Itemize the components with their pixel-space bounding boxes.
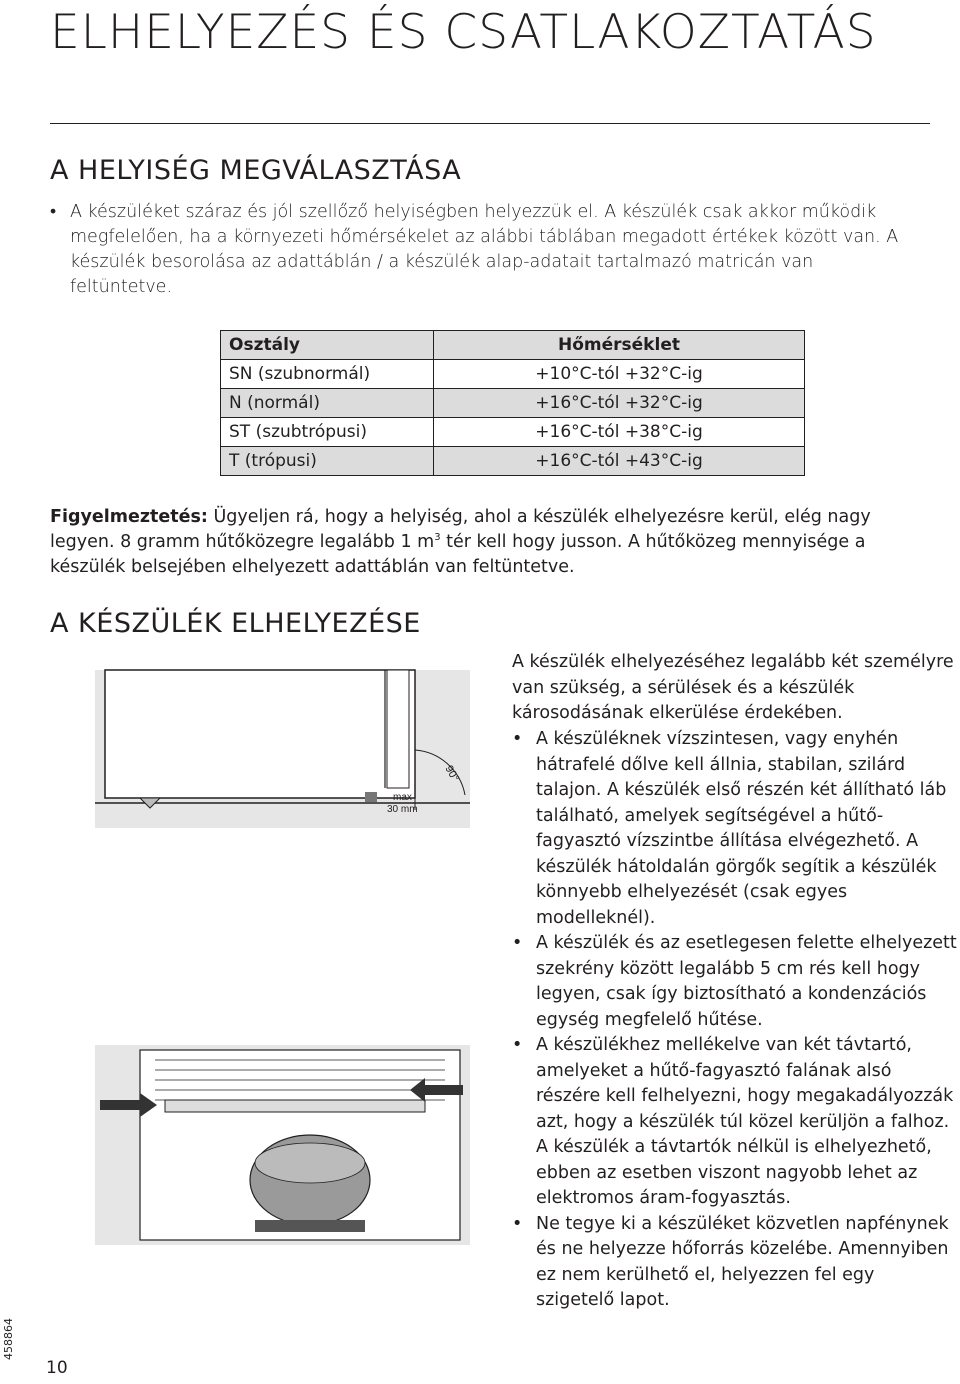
appliance-body bbox=[105, 670, 415, 798]
page-number: 10 bbox=[46, 1358, 68, 1378]
placement-bullet: • A készüléknek vízszintesen, vagy enyhén hátrafelé dőlve kell állnia, stabilan, szilárd talajon. A készülék első részén két állítható láb található, amelyek segítségével a hűtő-fagyasztó vízszintbe állítása elvégezhető. A készülék hátoldalán görgők segítik a készülék könnyebb elhelyezését (csak egyes modelleknél). bbox=[512, 727, 958, 931]
spacer-bar bbox=[165, 1100, 425, 1112]
table-cell-temperature: +10°C-tól +32°C-ig bbox=[434, 360, 805, 389]
warning-text-before: Ügyeljen rá, hogy a helyiség, ahol a készülék elhelyezésre kerül, elég nagy legyen. 8 gramm hűtőközegre legalább 1 m bbox=[50, 507, 871, 552]
warning-label: Figyelmeztetés: bbox=[50, 507, 208, 527]
placement-bullet: • Ne tegye ki a készüléket közvetlen napfénynek és ne helyezze hőforrás közelébe. Amennyiben ez nem kerülhető el, helyezzen fel egy szigetelő lapot. bbox=[512, 1212, 958, 1314]
table-row bbox=[221, 389, 805, 418]
room-bullet: • A készüléket száraz és jól szellőző helyiségben helyezzük el. A készülék csak akkor működik megfelelően, ha a környezeti hőmérsékelet az alábbi táblában megadott értékek között van. A készülék besorolása az adattáblán / a készülék alap-adatait tartalmazó matricán van feltüntetve. bbox=[50, 200, 910, 300]
placement-bullet: • A készülék és az esetlegesen felette elhelyezett szekrény között legalább 5 cm rés kell hogy legyen, csak így biztosítható a kondenzációs egység megfelelő hűtése. bbox=[512, 931, 958, 1033]
placement-bullet: • A készülékhez mellékelve van két távtartó, amelyeket a hűtő-fagyasztó falának alsó részére kell felhelyezni, hogy megakadályozzák azt, hogy a készülék túl közel kerüljön a falhoz. A készülék a távtartók nélkül is elhelyezhető, ebben az esetben viszont nagyobb lehet az elektromos áram-fogyasztás. bbox=[512, 1033, 958, 1212]
page-title: ELHELYEZÉS ÉS CSATLAKOZTATÁS bbox=[50, 5, 877, 60]
max-label: max bbox=[393, 792, 412, 803]
table-cell-temperature: +16°C-tól +38°C-ig bbox=[434, 418, 805, 447]
table-row bbox=[221, 360, 805, 389]
document-code: 458864 bbox=[2, 1318, 15, 1360]
title-divider bbox=[50, 123, 930, 124]
compressor-base bbox=[255, 1220, 365, 1232]
column-header-class: Osztály bbox=[221, 331, 434, 360]
section-heading-placement: A KÉSZÜLÉK ELHELYEZÉSE bbox=[50, 608, 421, 639]
table-cell-temperature: +16°C-tól +32°C-ig bbox=[434, 389, 805, 418]
warning-superscript: 3 bbox=[434, 532, 441, 544]
table-cell-class: ST (szubtrópusi) bbox=[221, 418, 434, 447]
table-cell-class: N (normál) bbox=[221, 389, 434, 418]
angle-label: 90° bbox=[442, 763, 462, 784]
warning-text-after: tér kell hogy jusson. A hűtőközeg mennyisége a készülék belsejében elhelyezett adattáblán van feltüntetve. bbox=[50, 532, 866, 577]
compressor-diagram bbox=[95, 1045, 470, 1245]
section-heading-room: A HELYISÉG MEGVÁLASZTÁSA bbox=[50, 155, 462, 186]
room-bullet-list bbox=[50, 200, 910, 300]
table-cell-class: SN (szubnormál) bbox=[221, 360, 434, 389]
placement-bullet-list bbox=[512, 727, 958, 1314]
mm-label: 30 mm bbox=[387, 804, 418, 815]
table-row bbox=[221, 418, 805, 447]
door-handle bbox=[387, 670, 409, 788]
placement-diagram bbox=[95, 660, 470, 830]
leveling-foot-icon bbox=[365, 792, 377, 802]
column-header-temperature: Hőmérséklet bbox=[434, 331, 805, 360]
table-cell-class: T (trópusi) bbox=[221, 447, 434, 476]
compressor-top bbox=[255, 1143, 365, 1183]
climate-class-table bbox=[220, 330, 805, 476]
table-row bbox=[221, 447, 805, 476]
table-header-row bbox=[221, 331, 805, 360]
table-cell-temperature: +16°C-tól +43°C-ig bbox=[434, 447, 805, 476]
warning-paragraph bbox=[50, 505, 930, 580]
placement-intro: A készülék elhelyezéséhez legalább két személyre van szükség, a sérülések és a készülék károsodásának elkerülése érdekében. bbox=[512, 652, 954, 723]
